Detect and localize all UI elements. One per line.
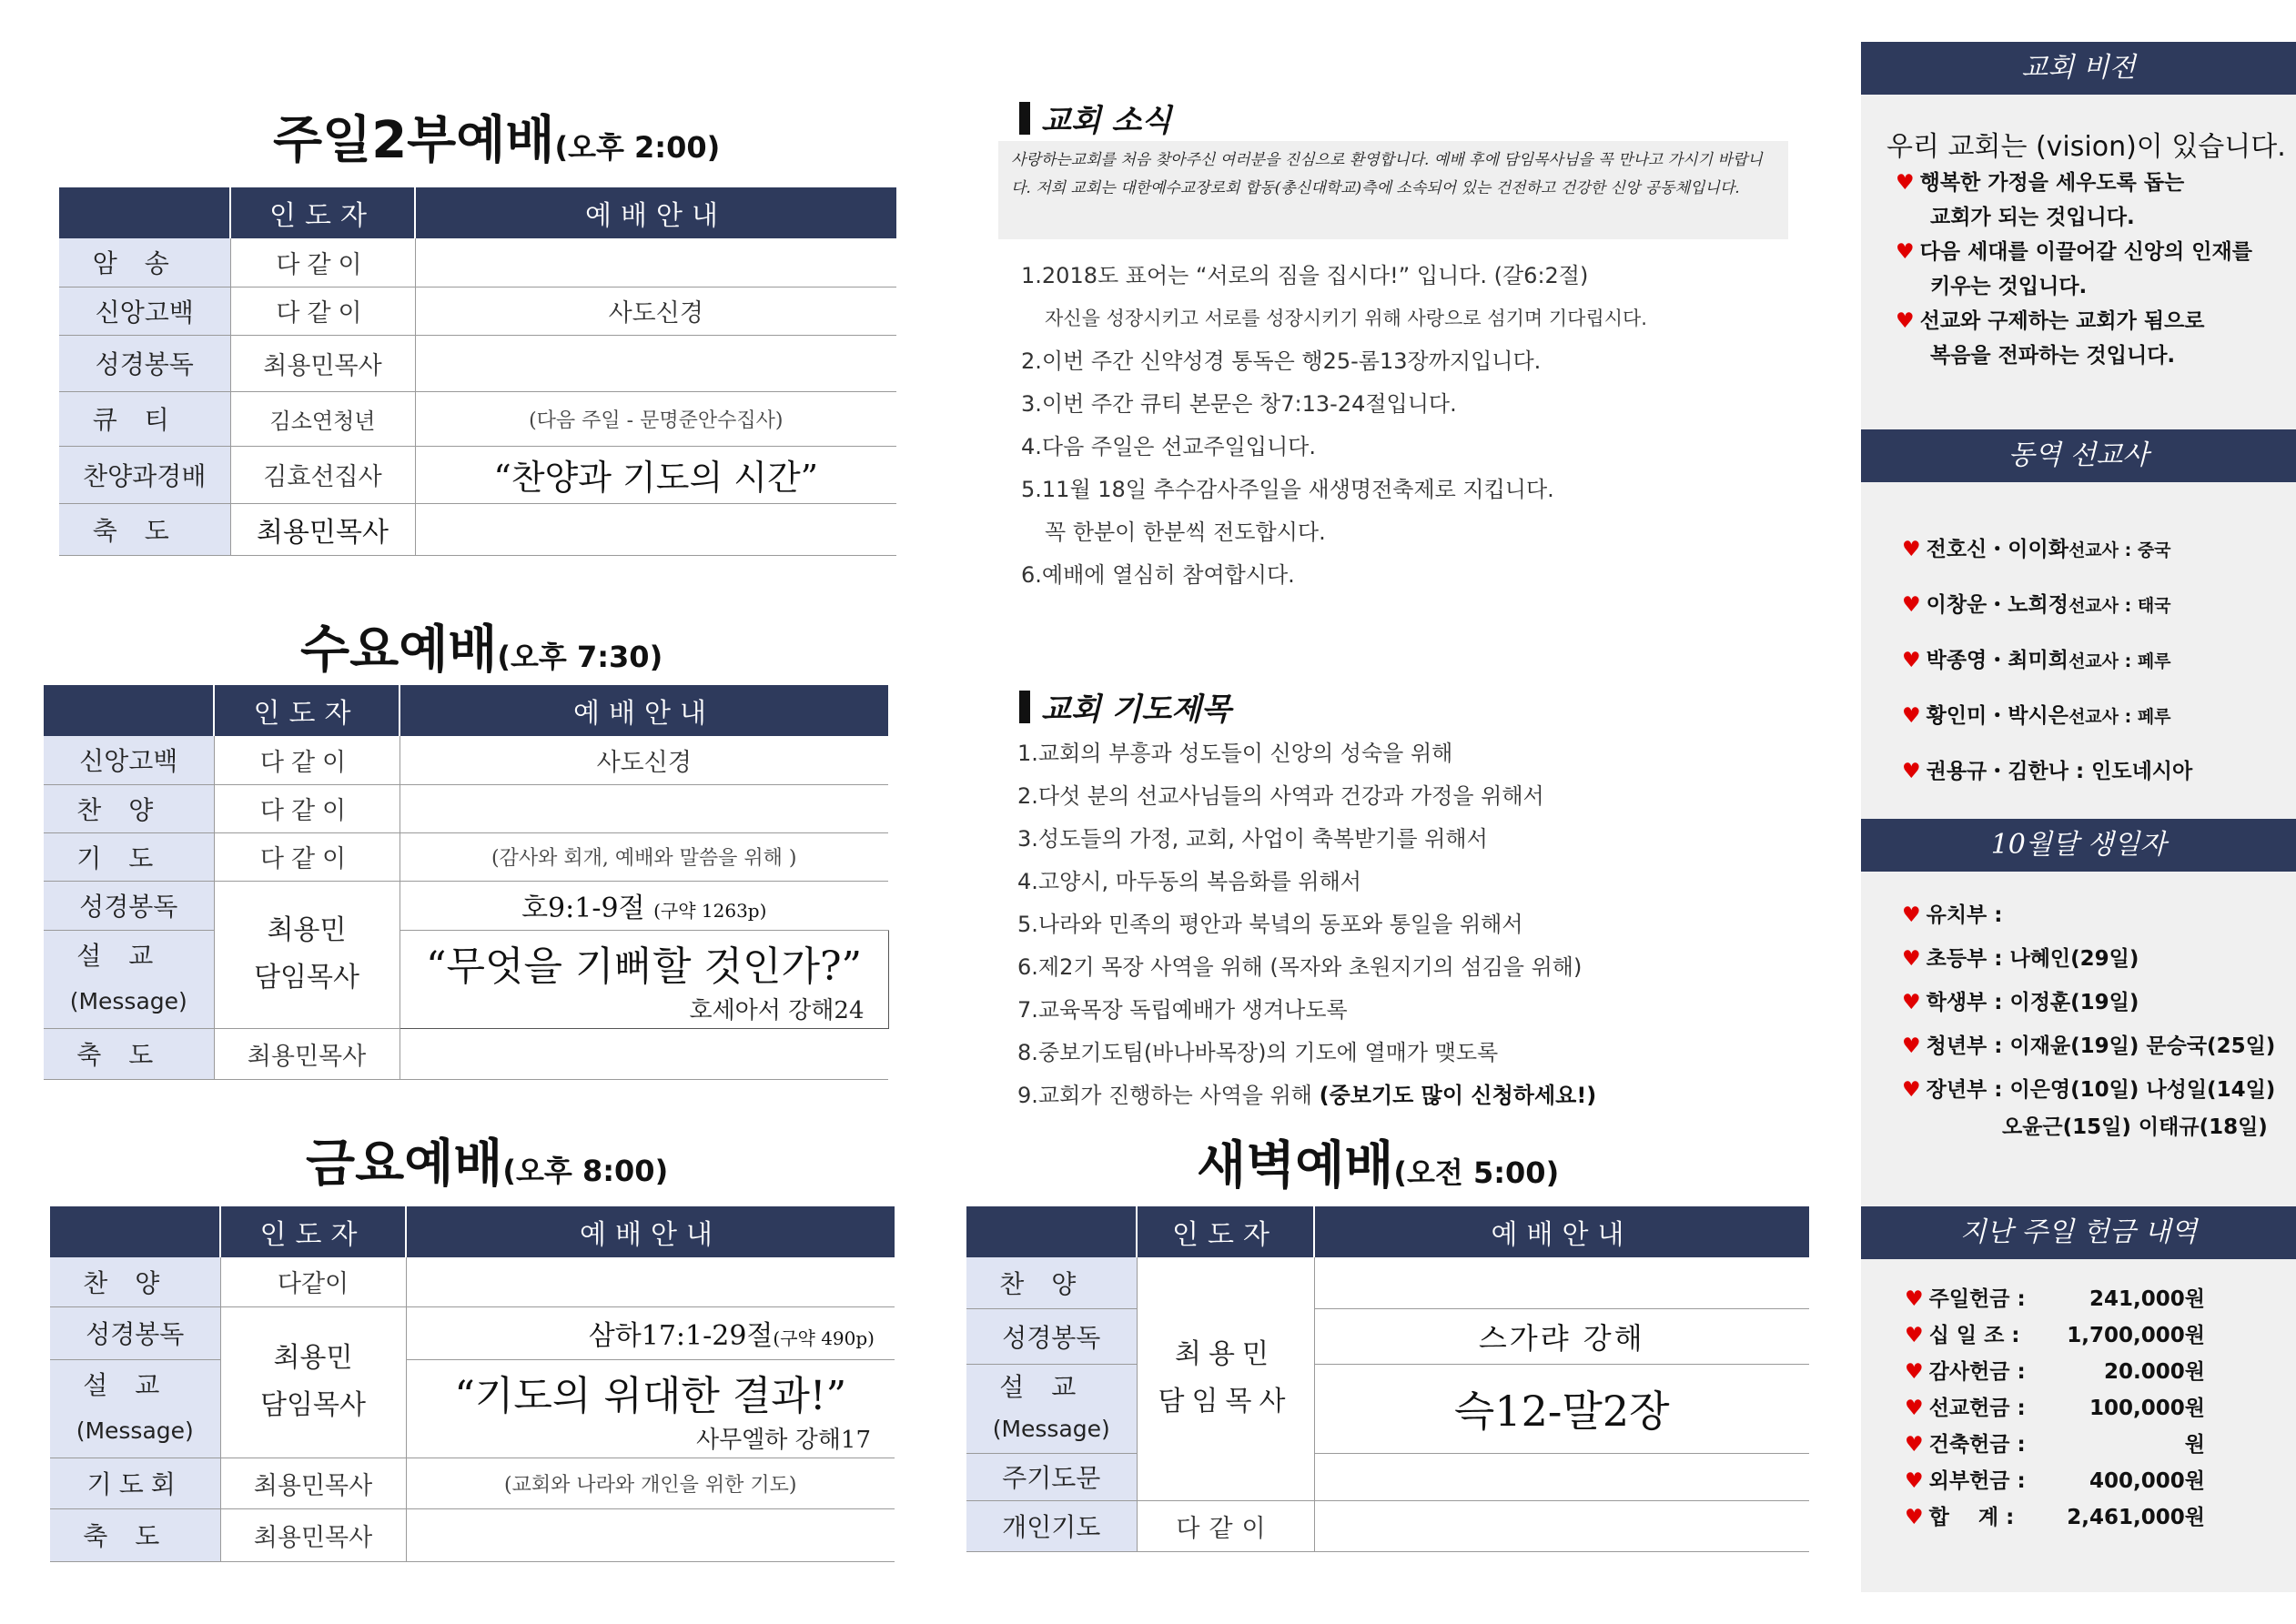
verse-page: (구약 490p) [773,1327,875,1349]
pastor-cell [1137,1257,1314,1500]
wednesday-time: (오후 7:30) [497,640,663,674]
heart-icon: ♥ [1902,903,1921,927]
pastor-cell [220,1306,406,1458]
list-item: 2.이번 주간 신약성경 통독은 행25-롬13장까지입니다. [1021,348,1542,374]
row-label: 주기도문 [966,1453,1137,1500]
list-item: 1.교회의 부흥과 성도들이 신앙의 성숙을 위해 [1017,741,1453,766]
row-label: 기도회 [50,1458,220,1508]
row-info: “찬양과 기도의 시간” [415,446,896,503]
heart-icon: ♥ [1902,538,1921,561]
dawn-table [966,1206,1809,1552]
row-label: 성경봉독 [50,1306,220,1359]
table-row [44,736,888,784]
row-info: (다음 주일 - 문명준안수집사) [415,391,896,446]
table-row [59,238,896,287]
table-row [50,1306,895,1359]
heart-icon: ♥ [1902,593,1921,617]
news-list [1021,255,1647,597]
list-item: 8.중보기도팀(바나바목장)의 기도에 열매가 맺도록 [1017,1040,1499,1065]
sermon-cell [400,930,888,1028]
heading-bar [1019,102,1030,135]
sunday2-title-text: 주일2부예배 [273,111,555,170]
table-row [50,1458,895,1508]
header-leader: 인도자 [230,187,415,238]
row-info [1314,1453,1809,1500]
row-info: 사도신경 [400,736,888,784]
list-item: 6.제2기 목장 사역을 위해 (목자와 초원지기의 섬김을 위해) [1017,954,1583,980]
list-item-bold: (중보기도 많이 신청하세요!) [1319,1083,1597,1108]
table-row [59,503,896,555]
row-info [406,1257,895,1306]
list-item: 7.교육목장 독립예배가 생겨나도록 [1017,997,1348,1023]
list-item [1017,1074,1596,1117]
vision-head: 교회 비전 [1861,42,2296,95]
row-label: 찬양 [966,1257,1137,1308]
offering-row: ♥ 선교헌금 : 100,000원 [1905,1397,2205,1420]
table-row [50,1359,895,1458]
row-leader: 다같이 [1137,1500,1314,1551]
table-row [44,881,888,930]
birthday-head: 10월달 생일자 [1861,819,2296,872]
heart-icon: ♥ [1902,947,1921,971]
row-label: 성경봉독 [44,881,214,930]
list-item: 5.11월 18일 추수감사주일을 새생명전축제로 지킵니다. [1021,477,1554,502]
row-leader: 최용민목사 [220,1458,406,1508]
vision-line: 키우는 것입니다. [1930,275,2088,298]
table-row [966,1308,1809,1364]
heart-icon: ♥ [1905,1397,1924,1420]
sermon-series: 사무엘하 강해17 [695,1426,871,1454]
row-info [406,1508,895,1561]
heart-icon: ♥ [1902,760,1921,783]
heart-icon: ♥ [1902,1034,1921,1058]
offering-row: ♥ 주일헌금 : 241,000원 [1905,1287,2205,1311]
table-row [966,1500,1809,1551]
pastor-name: 최용민 담임목사 [260,1342,366,1421]
list-item: ♥ 유치부 : [1902,903,2003,927]
row-label: 성경봉독 [59,335,230,391]
row-info [1314,1257,1809,1308]
row-leader: 최용민목사 [214,1028,400,1079]
table-header-row [966,1206,1809,1257]
list-item: ♥ 장년부 : 이은영(10일) 나성일(14일) [1902,1078,2276,1102]
vision-line: 행복한 가정을 세우도록 돕는 [1919,171,2185,195]
heart-icon: ♥ [1902,649,1921,672]
heart-icon: ♥ [1896,240,1915,264]
row-leader: 김효선집사 [230,446,415,503]
table-header-row [44,685,888,736]
list-item: 6.예배에 열심히 참여합시다. [1021,562,1295,588]
offering-head: 지난 주일 헌금 내역 [1861,1206,2296,1259]
list-item: 4.고양시, 마두동의 복음화를 위해서 [1017,869,1361,894]
row-info: (감사와 회개, 예배와 말씀을 위해 ) [400,832,888,881]
row-leader: 최용민목사 [230,335,415,391]
row-leader: 최용민목사 [220,1508,406,1561]
table-row [44,1028,888,1079]
heart-icon: ♥ [1896,171,1915,195]
list-item: ♥ 황인미・박시은선교사 : 페루 [1902,704,2171,728]
list-item: 자신을 성장시키고 서로를 성장시키기 위해 사랑으로 섬기며 기다립시다. [1045,308,1647,329]
sermon-label: 설교 [83,1370,187,1400]
row-info [415,335,896,391]
heart-icon: ♥ [1905,1506,1924,1529]
row-leader: 다같이 [214,784,400,832]
header-blank [59,187,230,238]
row-label: 신앙고백 [59,287,230,335]
prayer-list [1017,732,1596,1117]
list-item: 꼭 한분이 한분씩 전도합시다. [1045,519,1326,545]
table-row [44,930,888,1028]
header-info: 예배안내 [1314,1206,1809,1257]
heading-bar [1019,691,1030,723]
message-label: (Message) [69,988,187,1014]
series-cell: 스가랴 강해 [1314,1308,1809,1364]
heart-icon: ♥ [1896,309,1915,333]
heart-icon: ♥ [1905,1287,1924,1311]
row-leader: 다같이 [214,736,400,784]
header-info: 예배안내 [400,685,888,736]
pastor-name: 최용민 담임목사 [254,914,359,994]
vision-item [1896,166,2184,235]
heart-icon: ♥ [1902,1078,1921,1102]
birthday-list [1902,893,2275,1143]
row-label: 신앙고백 [44,736,214,784]
offering-list [1905,1281,2205,1536]
list-item: ♥ 학생부 : 이정훈(19일) [1902,991,2139,1014]
list-item: 3.이번 주간 큐티 본문은 창7:13-24절입니다. [1021,391,1457,417]
row-label: 암송 [59,238,230,287]
list-item: 5.나라와 민족의 평안과 북녘의 동포와 통일을 위해서 [1017,912,1523,937]
friday-time: (오후 8:00) [502,1154,669,1188]
verse: 삼하17:1-29절 [588,1320,774,1352]
header-blank [966,1206,1137,1257]
table-row [59,287,896,335]
heart-icon: ♥ [1902,704,1921,728]
vision-title: 우리 교회는 (vision)이 있습니다. [1886,131,2286,163]
row-info [415,238,896,287]
vision-line: 선교와 구제하는 교회가 됨으로 [1919,309,2205,333]
verse-page: (구약 1263p) [653,900,767,922]
row-info: (교회와 나라와 개인을 위한 기도) [406,1458,895,1508]
offering-row: ♥ 십 일 조 : 1,700,000원 [1905,1324,2205,1347]
missionary-head: 동역 선교사 [1861,429,2296,482]
row-label: 성경봉독 [966,1308,1137,1364]
sermon-label-cell [966,1364,1137,1453]
heart-icon: ♥ [1905,1360,1924,1384]
verse-cell [400,881,888,930]
prayer-heading [1019,684,1231,729]
header-blank [44,685,214,736]
sermon-title: “무엇을 기뻐할 것인가?” [425,943,863,990]
row-label: 축도 [44,1028,214,1079]
wednesday-title [300,610,663,682]
list-item: ♥ 청년부 : 이재윤(19일) 문승국(25일) [1902,1034,2276,1058]
table-row [966,1364,1809,1453]
header-leader: 인도자 [220,1206,406,1257]
heart-icon: ♥ [1905,1324,1924,1347]
sermon-series: 호세아서 강해24 [689,996,865,1024]
wednesday-title-text: 수요예배 [300,620,498,680]
row-leader: 다같이 [230,238,415,287]
table-row [59,446,896,503]
list-item: ♥ 전호신・이이화선교사 : 중국 [1902,538,2171,561]
list-item: 4.다음 주일은 선교주일입니다. [1021,434,1316,459]
table-row [44,832,888,881]
friday-title-text: 금요예배 [306,1135,503,1194]
table-row [59,391,896,446]
row-label: 개인기도 [966,1500,1137,1551]
table-row [50,1257,895,1306]
sermon-label-cell [50,1359,220,1458]
range-cell: 슥12-말2장 [1314,1364,1809,1453]
row-info: 사도신경 [415,287,896,335]
table-header-row [59,187,896,238]
row-label: 축도 [50,1508,220,1561]
vision-item [1896,235,2252,304]
row-leader: 다같이 [220,1257,406,1306]
list-item: 1.2018도 표어는 “서로의 짐을 집시다!” 입니다. (갈6:2절) [1021,263,1589,288]
sermon-label-cell [44,930,214,1028]
list-item: ♥ 권용규・김한나 : 인도네시아 [1902,760,2193,783]
heart-icon: ♥ [1905,1469,1924,1493]
row-leader: 최용민목사 [230,503,415,555]
offering-row: ♥ 건축헌금 : 원 [1905,1433,2205,1457]
news-heading [1019,96,1171,140]
row-info [1314,1500,1809,1551]
row-leader: 다같이 [214,832,400,881]
row-info [415,503,896,555]
heart-icon: ♥ [1902,991,1921,1014]
header-leader: 인도자 [214,685,400,736]
verse-cell [406,1306,895,1359]
offering-row: ♥ 외부헌금 : 400,000원 [1905,1469,2205,1493]
row-label: 큐티 [59,391,230,446]
row-info [400,784,888,832]
row-info [400,1028,888,1079]
dawn-title-text: 새벽예배 [1197,1136,1394,1195]
header-leader: 인도자 [1137,1206,1314,1257]
table-header-row [50,1206,895,1257]
verse: 호9:1-9절 [521,893,645,924]
row-label: 기도 [44,832,214,881]
table-row [50,1508,895,1561]
vision-item [1896,304,2204,373]
row-label: 찬양 [50,1257,220,1306]
dawn-time: (오전 5:00) [1393,1155,1560,1190]
vision-line: 다음 세대를 이끌어갈 신앙의 인재를 [1919,240,2252,264]
header-blank [50,1206,220,1257]
row-leader: 김소연청년 [230,391,415,446]
prayer-heading-text: 교회 기도제목 [1041,691,1231,728]
message-label: (Message) [992,1416,1110,1442]
list-item: 3.성도들의 가정, 교회, 사업이 축복받기를 위해서 [1017,826,1488,852]
row-label: 찬양과경배 [59,446,230,503]
sunday2-title [273,100,720,173]
sermon-cell [406,1359,895,1458]
list-item: ♥ 박종영・최미희선교사 : 페루 [1902,649,2171,672]
news-intro: 사랑하는교회를 처음 찾아주신 여러분을 진심으로 환영합니다. 예배 후에 담임목사님을 꼭 만나고 가시기 바랍니다. 저희 교회는 대한예수교장로회 합동(총신대학교)측에 소속되어 있는 건전하고 건강한 신앙 공동체입니다. [998,141,1788,239]
friday-table [50,1206,895,1562]
table-row [966,1257,1809,1308]
pastor-name: 최용민 담임목사 [1158,1338,1293,1418]
sunday2-time: (오후 2:00) [554,130,721,165]
header-info: 예배안내 [415,187,896,238]
news-heading-text: 교회 소식 [1041,103,1172,139]
list-item: 2.다섯 분의 선교사님들의 사역과 건강과 가정을 위해서 [1017,783,1544,809]
vision-line: 교회가 되는 것입니다. [1930,206,2135,229]
offering-row: ♥ 합 계 : 2,461,000원 [1905,1506,2205,1529]
missionary-list [1902,522,2192,800]
table-row [59,335,896,391]
sidebar [1861,42,2296,1592]
dawn-title [1197,1125,1559,1198]
list-item-text: 9.교회가 진행하는 사역을 위해 [1017,1083,1320,1108]
list-item: ♥ 초등부 : 나혜인(29일) [1902,947,2139,971]
list-item: ♥ 이창운・노희정선교사 : 태국 [1902,593,2171,617]
wednesday-table [44,685,889,1080]
row-label: 축도 [59,503,230,555]
sermon-label: 설교 [999,1372,1104,1402]
message-label: (Message) [76,1417,194,1444]
row-label: 찬양 [44,784,214,832]
table-row [44,784,888,832]
offering-row: ♥ 감사헌금 : 20.000원 [1905,1360,2205,1384]
row-leader: 다같이 [230,287,415,335]
list-item: 오윤근(15일) 이태규(18일) [2002,1115,2268,1139]
sermon-title: “기도의 위대한 결과!” [454,1372,847,1419]
sermon-label: 설교 [76,941,181,971]
pastor-cell [214,881,400,1028]
friday-title [306,1124,668,1196]
vision-line: 복음을 전파하는 것입니다. [1930,344,2176,368]
heart-icon: ♥ [1905,1433,1924,1457]
sunday2-table [59,187,896,556]
table-row [966,1453,1809,1500]
header-info: 예배안내 [406,1206,895,1257]
